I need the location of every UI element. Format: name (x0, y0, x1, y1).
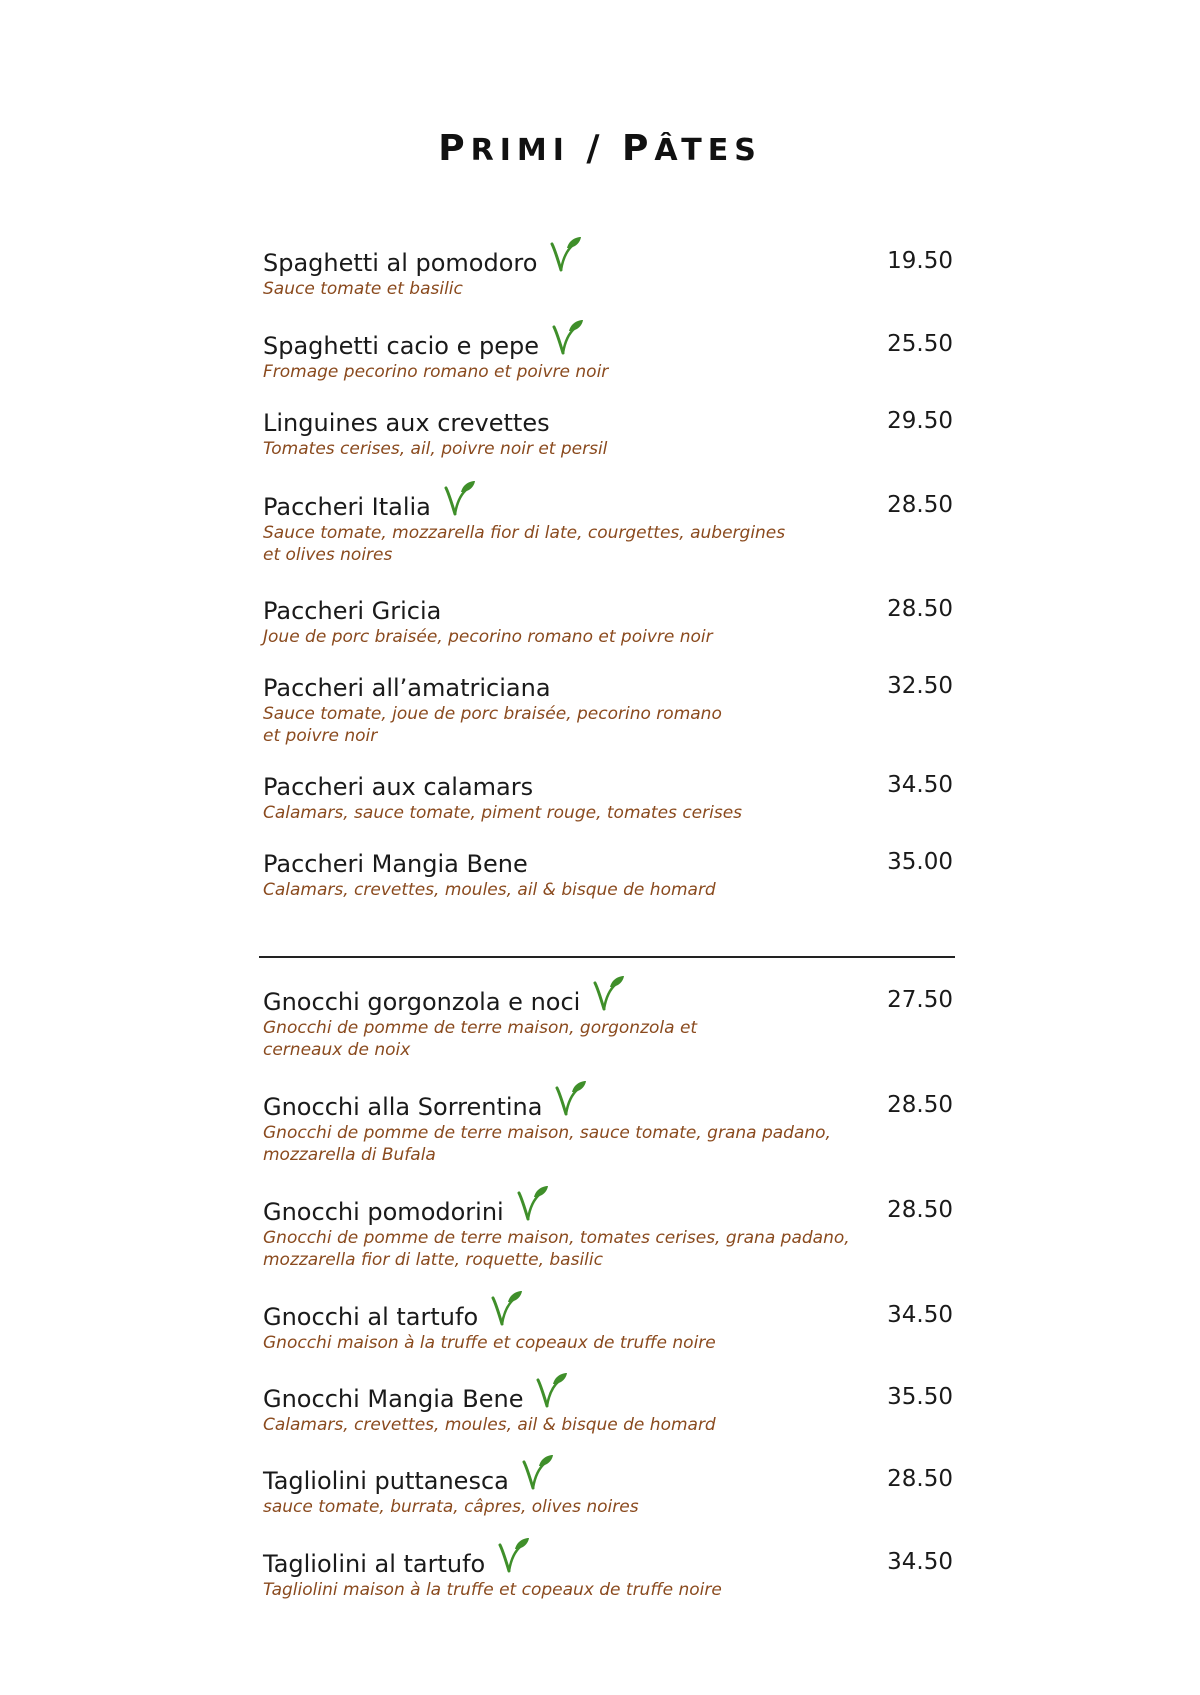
dish-description: Tagliolini maison à la truffe et copeaux de truffe noire (263, 1580, 722, 1600)
dish-price: 27.50 (887, 987, 953, 1013)
menu-item (263, 404, 953, 460)
dish-price: 32.50 (887, 673, 953, 699)
dish-name: Paccheri Gricia (263, 597, 442, 625)
vegetarian-leaf-icon (554, 1078, 588, 1118)
dish-price: 34.50 (887, 772, 953, 798)
menu-item-header (263, 845, 953, 879)
dish-name: Linguines aux crevettes (263, 409, 550, 437)
menu-item-header (263, 1545, 953, 1579)
dish-description: Fromage pecorino romano et poivre noir (263, 362, 609, 382)
dish-name: Paccheri Italia (263, 493, 431, 521)
dish-name: Gnocchi Mangia Bene (263, 1385, 524, 1413)
dish-description: Tomates cerises, ail, poivre noir et persil (263, 439, 608, 459)
dish-price: 35.00 (887, 849, 953, 875)
menu-item (263, 768, 953, 824)
vegetarian-leaf-icon (551, 317, 585, 357)
menu-item (263, 244, 953, 300)
menu-item (263, 592, 953, 648)
dish-price: 25.50 (887, 331, 953, 357)
vegetarian-leaf-icon (521, 1452, 555, 1492)
menu-item (263, 1088, 953, 1166)
dish-price: 19.50 (887, 248, 953, 274)
dish-description: Gnocchi maison à la truffe et copeaux de truffe noire (263, 1333, 716, 1353)
dish-description: Gnocchi de pomme de terre maison, sauce tomate, grana padano, mozzarella di Bufala (263, 1123, 831, 1165)
dish-name: Spaghetti al pomodoro (263, 249, 538, 277)
menu-item (263, 488, 953, 566)
dish-price: 35.50 (887, 1384, 953, 1410)
dish-description: Sauce tomate, joue de porc braisée, pecorino romano et poivre noir (263, 704, 722, 746)
dish-price: 28.50 (887, 492, 953, 518)
dish-description: Joue de porc braisée, pecorino romano et poivre noir (263, 627, 713, 647)
menu-item-header (263, 983, 953, 1017)
menu-item (263, 1462, 953, 1518)
dish-description: Gnocchi de pomme de terre maison, gorgonzola et cerneaux de noix (263, 1018, 698, 1060)
menu-item-header (263, 1088, 953, 1122)
menu-item (263, 1380, 953, 1436)
menu-item-header (263, 768, 953, 802)
menu-item-header (263, 1462, 953, 1496)
dish-description: Calamars, crevettes, moules, ail & bisque de homard (263, 880, 716, 900)
menu-item-header (263, 1193, 953, 1227)
dish-description: sauce tomate, burrata, câpres, olives noires (263, 1497, 639, 1517)
dish-name: Tagliolini al tartufo (263, 1550, 486, 1578)
dish-description: Gnocchi de pomme de terre maison, tomates cerises, grana padano, mozzarella fior di latte, roquette, basilic (263, 1228, 850, 1270)
vegetarian-leaf-icon (443, 478, 477, 518)
dish-price: 28.50 (887, 1092, 953, 1118)
dish-price: 34.50 (887, 1302, 953, 1328)
dish-description: Calamars, crevettes, moules, ail & bisque de homard (263, 1415, 716, 1435)
vegetarian-leaf-icon (535, 1370, 569, 1410)
page-title-text: PRIMI / PÂTES (438, 128, 762, 169)
dish-name: Spaghetti cacio e pepe (263, 332, 539, 360)
menu-item-header (263, 404, 953, 438)
menu-item (263, 669, 953, 747)
dish-name: Gnocchi al tartufo (263, 1303, 479, 1331)
menu-item-header (263, 1380, 953, 1414)
menu-item-header (263, 327, 953, 361)
vegetarian-leaf-icon (490, 1288, 524, 1328)
dish-name: Paccheri all’amatriciana (263, 674, 551, 702)
menu-item (263, 845, 953, 901)
menu-item (263, 1193, 953, 1271)
menu-item (263, 327, 953, 383)
dish-price: 29.50 (887, 408, 953, 434)
menu-item-header (263, 669, 953, 703)
dish-description: Sauce tomate, mozzarella fior di late, courgettes, aubergines et olives noires (263, 523, 786, 565)
vegetarian-leaf-icon (497, 1535, 531, 1575)
menu-item-header (263, 488, 953, 522)
vegetarian-leaf-icon (516, 1183, 550, 1223)
dish-description: Calamars, sauce tomate, piment rouge, tomates cerises (263, 803, 743, 823)
dish-name: Gnocchi pomodorini (263, 1198, 504, 1226)
menu-item (263, 983, 953, 1061)
dish-name: Gnocchi alla Sorrentina (263, 1093, 543, 1121)
menu-item-header (263, 592, 953, 626)
vegetarian-leaf-icon (549, 234, 583, 274)
dish-name: Tagliolini puttanesca (263, 1467, 509, 1495)
menu-item-header (263, 244, 953, 278)
dish-name: Paccheri Mangia Bene (263, 850, 528, 878)
menu-item (263, 1298, 953, 1354)
dish-price: 34.50 (887, 1549, 953, 1575)
dish-name: Paccheri aux calamars (263, 773, 534, 801)
dish-price: 28.50 (887, 1466, 953, 1492)
menu-item (263, 1545, 953, 1601)
vegetarian-leaf-icon (592, 973, 626, 1013)
section-divider (259, 956, 955, 958)
page-title (0, 128, 1200, 169)
dish-name: Gnocchi gorgonzola e noci (263, 988, 581, 1016)
dish-price: 28.50 (887, 596, 953, 622)
dish-description: Sauce tomate et basilic (263, 279, 463, 299)
dish-price: 28.50 (887, 1197, 953, 1223)
menu-item-header (263, 1298, 953, 1332)
